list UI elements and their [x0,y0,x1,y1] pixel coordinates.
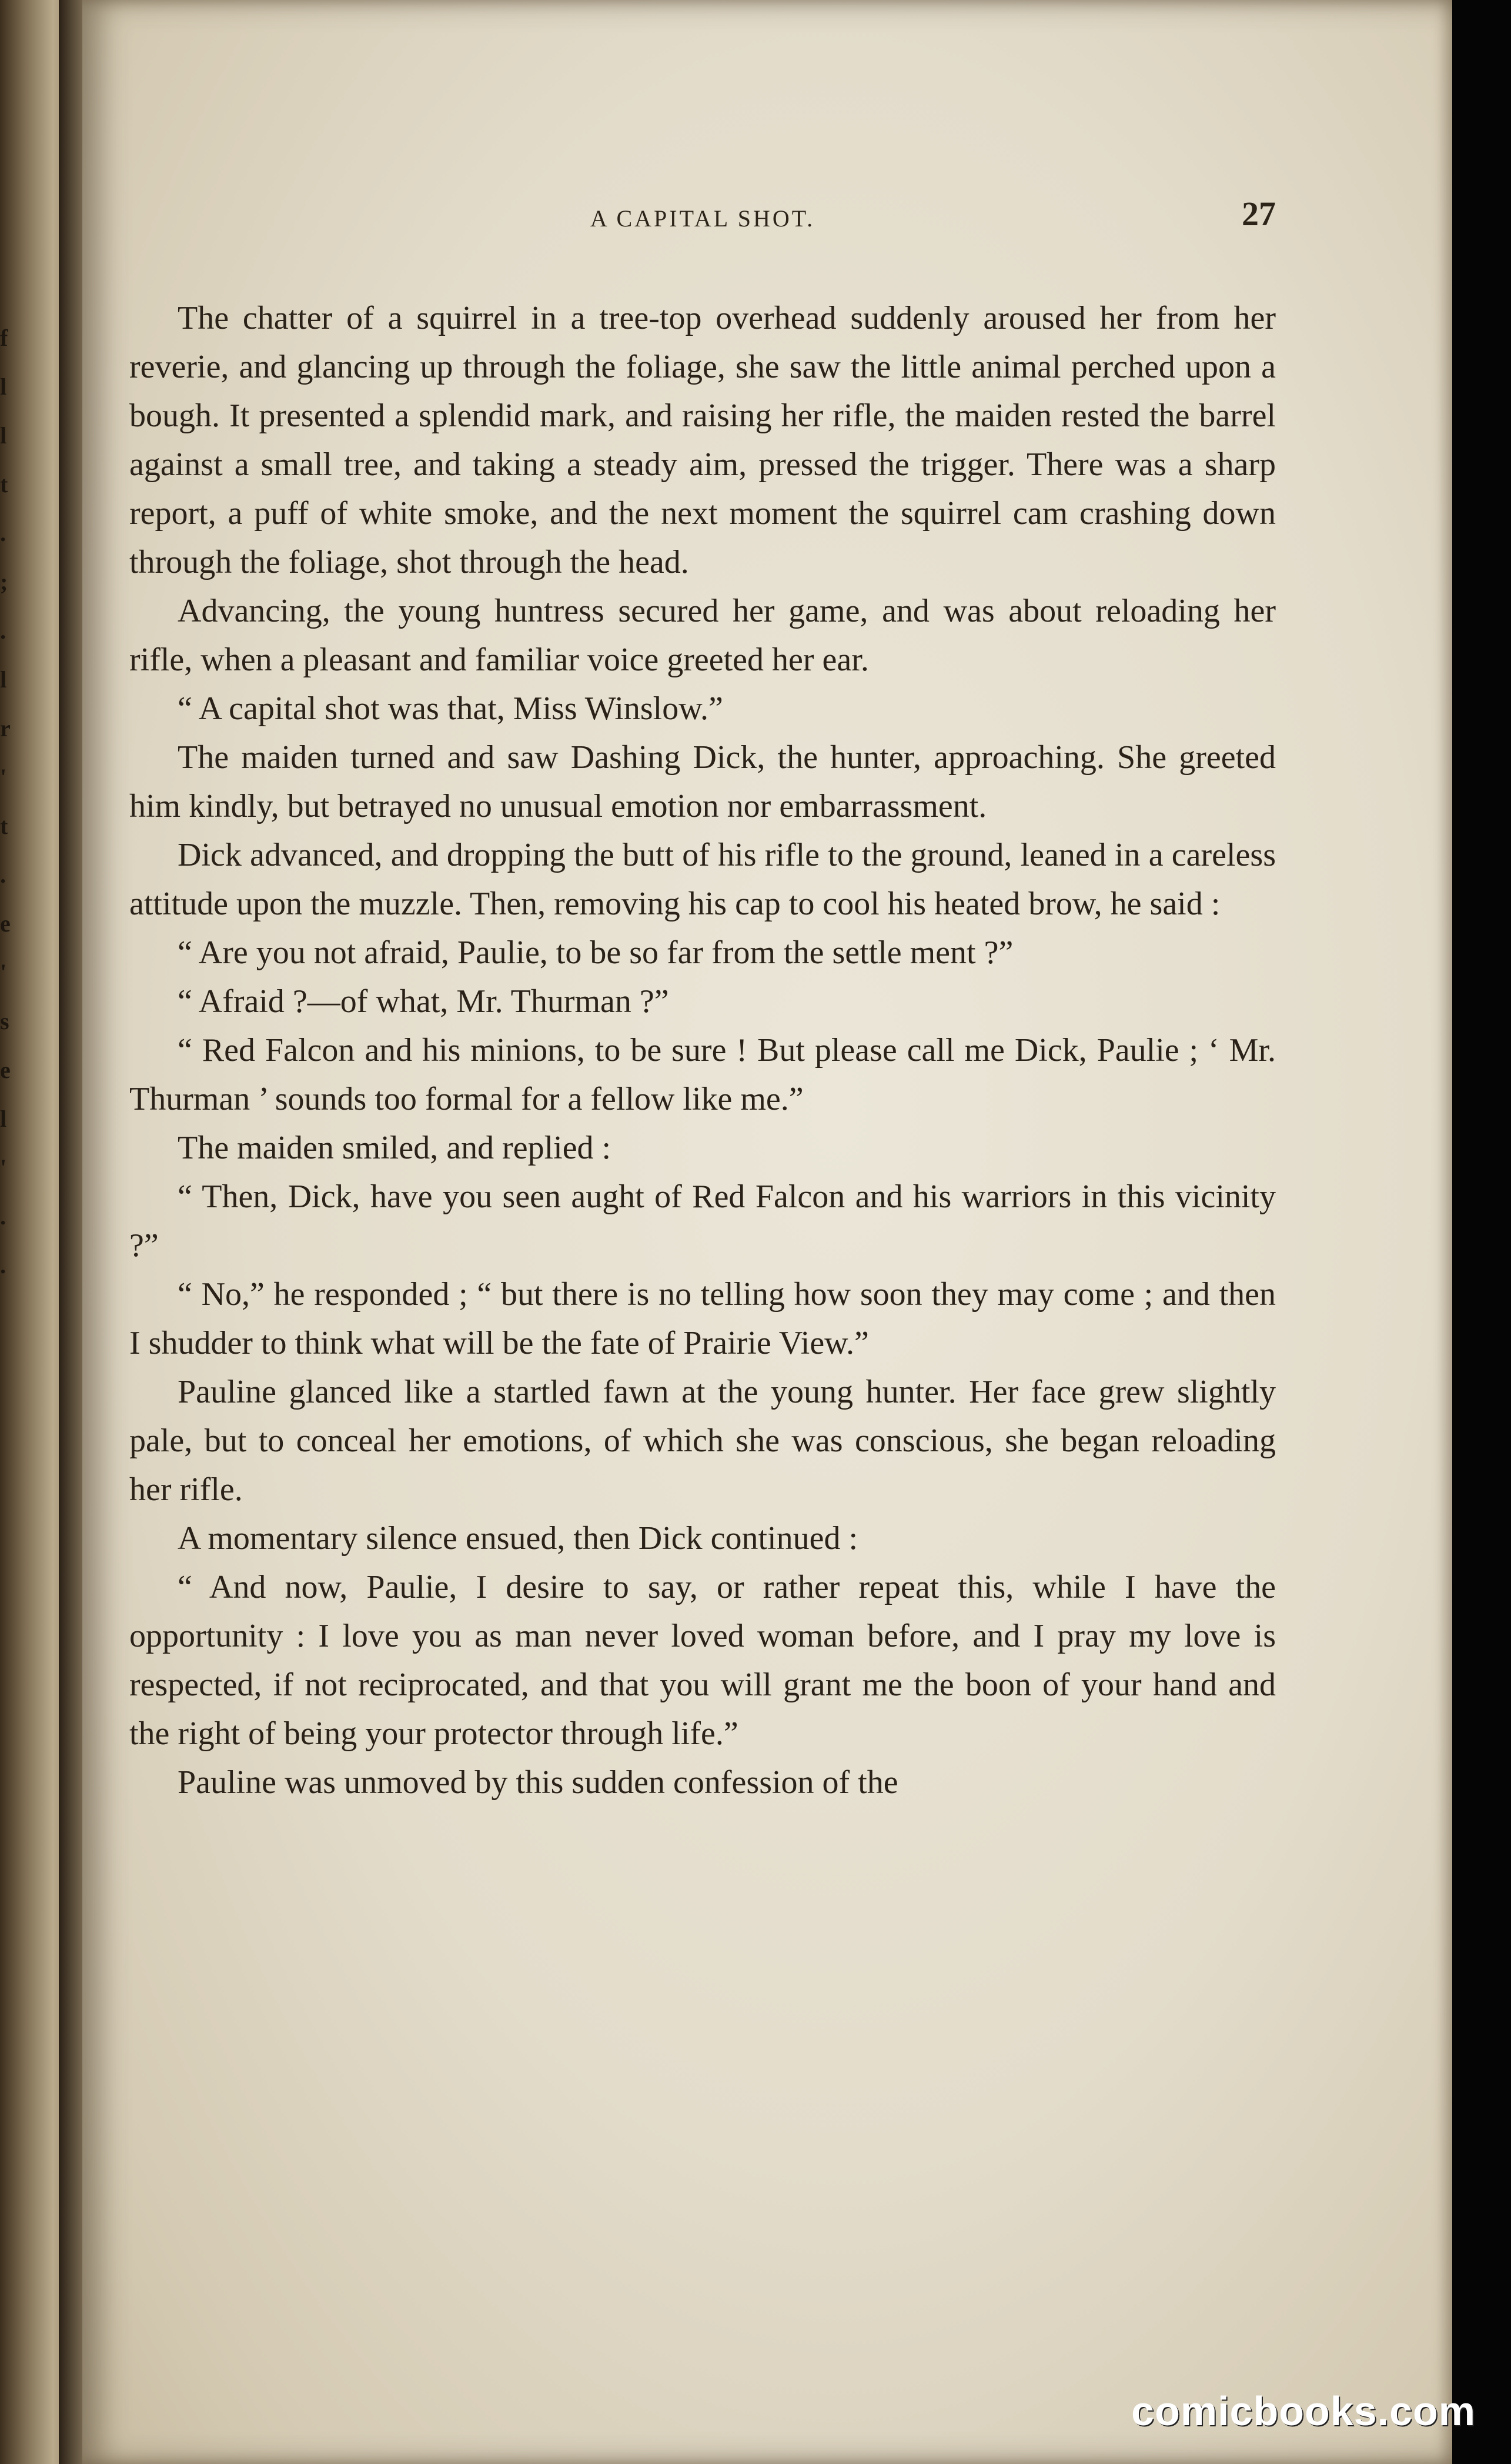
previous-page-glyph: l [0,1106,7,1132]
paragraph: Advancing, the young huntress secured her game, and was about reloading her rifle, when a pleasant and familiar voice greeted her ear. [129,593,1276,678]
paragraph: The chatter of a squirrel in a tree-top overhead suddenly aroused her from her reverie, and glancing up through the foliage, she saw the little animal perched upon a bough. It presented a splendid mark, and raising her rifle, the maiden rested the barrel against a small tree, and taking a steady aim, pressed the trigger. There was a sharp report, a puff of white smoke, and the next moment the squirrel cam crashing down through the foliage, shot through the head. [129,300,1276,580]
scan-background-edge [1452,0,1511,2464]
previous-page-glyph: . [0,520,6,546]
previous-page-glyph: e [0,910,11,937]
paragraph: “ A capital shot was that, Miss Winslow.” [178,690,723,727]
paragraph: Pauline glanced like a startled fawn at the young hunter. Her face grew slightly pale, but to conceal her emotions, of which she was conscious, she began reloading her rifle. [129,1374,1276,1508]
paragraph: The maiden smiled, and replied : [178,1130,611,1166]
paragraph: “ Are you not afraid, Paulie, to be so far from the settle ment ?” [178,934,1014,971]
page-header [129,194,1276,247]
paragraph: “ Afraid ?—of what, Mr. Thurman ?” [178,983,669,1020]
previous-page-glyph: . [0,1252,6,1278]
previous-page-glyph: . [0,862,6,888]
previous-page-glyph: s [0,1008,9,1034]
previous-page-glyph: l [0,666,7,693]
previous-page-glyph: ' [0,1154,7,1181]
previous-page-glyph: t [0,813,8,839]
paragraph: “ And now, Paulie, I desire to say, or rather repeat this, while I have the opportunity : I love you as man never loved woman before, and I pray my love is respected, if not reciprocated, and that you will grant me the boon of your hand and the right of being your protector through life.” [129,1569,1276,1752]
previous-page-glyph: . [0,617,6,644]
previous-page-glyph: l [0,422,7,449]
body-text [129,294,1276,1807]
previous-page-glyph: e [0,1057,11,1083]
running-title: A CAPITAL SHOT. [590,205,815,232]
previous-page-glyph: ' [0,959,7,986]
previous-page-glyph: ' [0,764,7,790]
watermark: comicbooks.com [1131,2388,1476,2434]
paragraph: “ Red Falcon and his minions, to be sure ! But please call me Dick, Paulie ; ‘ Mr. Thurman ’ sounds too formal for a fellow like me.” [129,1032,1276,1117]
paragraph: Dick advanced, and dropping the butt of his rifle to the ground, leaned in a careless attitude upon the muzzle. Then, removing his cap to cool his heated brow, he said : [129,837,1276,922]
page-number: 27 [1242,195,1276,233]
previous-page-glyph: . [0,1203,6,1230]
previous-page-glyph: ; [0,569,8,595]
paragraph: “ Then, Dick, have you seen aught of Red Falcon and his warriors in this vicinity ?” [129,1178,1276,1264]
previous-page-glyph: l [0,373,7,400]
paragraph: The maiden turned and saw Dashing Dick, the hunter, approaching. She greeted him kindly, but betrayed no unusual emotion nor embarrassment. [129,739,1276,824]
previous-page-glyph: f [0,325,8,351]
previous-page-glyph: r [0,715,11,742]
previous-page-glyph: t [0,471,8,498]
paragraph: Pauline was unmoved by this sudden confession of the [178,1764,898,1801]
paragraph: A momentary silence ensued, then Dick continued : [178,1520,858,1557]
paragraph: “ No,” he responded ; “ but there is no telling how soon they may come ; and then I shudder to think what will be the fate of Prairie View.” [129,1276,1276,1361]
